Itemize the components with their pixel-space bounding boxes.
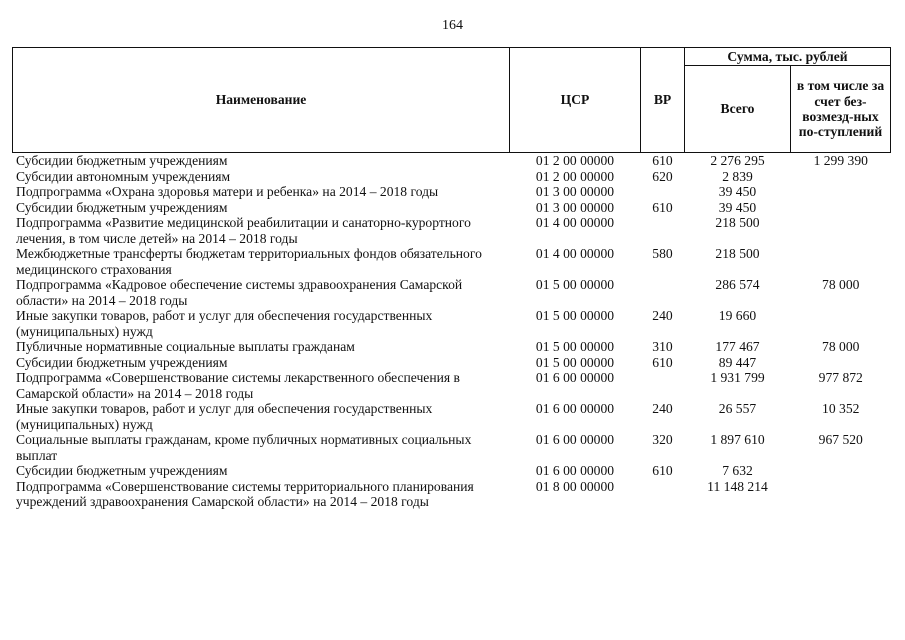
row-total-cell: 7 632 xyxy=(722,463,753,478)
row-vr-cell xyxy=(641,184,685,200)
header-name: Наименование xyxy=(13,48,510,153)
header-sum-group: Сумма, тыс. рублей xyxy=(685,48,891,66)
row-name-cell: Субсидии бюджетным учреждениям xyxy=(16,199,228,215)
row-total-cell: 1 897 610 xyxy=(710,432,765,447)
row-free-cell: 78 000 xyxy=(822,277,860,292)
row-name-cell: Подпрограмма «Совершенствование системы территориального планирования учреждений здравоохранения Самарской области» на 2014 – 2018 годы xyxy=(16,478,474,509)
row-free-cell: 1 299 390 xyxy=(813,153,868,168)
row-name-cell: Подпрограмма «Кадровое обеспечение системы здравоохранения Самарской области» на 2014 – 2018 годы xyxy=(16,277,463,308)
row-vr-cell: 320 xyxy=(652,432,673,447)
row-free-cell: 967 520 xyxy=(818,432,863,447)
row-csr-cell: 01 5 00 00000 xyxy=(535,308,615,323)
row-csr-cell: 01 3 00 00000 xyxy=(535,184,615,199)
row-csr-cell: 01 4 00 00000 xyxy=(535,246,615,261)
row-csr-cell: 01 6 00 00000 xyxy=(535,401,615,416)
row-free-cell xyxy=(791,479,891,510)
row-vr-cell: 310 xyxy=(652,339,673,354)
row-name-cell: Субсидии бюджетным учреждениям xyxy=(16,153,228,168)
row-csr-cell: 01 5 00 00000 xyxy=(535,354,615,370)
row-total-cell: 19 660 xyxy=(718,308,757,323)
row-total-cell: 218 500 xyxy=(715,246,760,261)
row-csr-cell: 01 5 00 00000 xyxy=(535,277,615,292)
row-csr-cell: 01 3 00 00000 xyxy=(535,199,615,215)
budget-table xyxy=(12,47,891,510)
table-row xyxy=(13,200,891,216)
row-free-cell xyxy=(791,355,891,371)
row-free-cell xyxy=(791,463,891,479)
row-name-cell: Субсидии автономным учреждениям xyxy=(16,168,231,184)
row-free-cell xyxy=(791,200,891,216)
row-csr-cell: 01 6 00 00000 xyxy=(535,463,615,478)
row-name-cell: Публичные нормативные социальные выплаты гражданам xyxy=(16,339,355,354)
row-name-cell: Подпрограмма «Развитие медицинской реабилитации и санаторно-курортного лечения, в том числе детей» на 2014 – 2018 годы xyxy=(16,215,471,246)
table-row xyxy=(13,355,891,371)
row-total-cell: 39 450 xyxy=(718,199,757,215)
table-row xyxy=(13,153,891,169)
row-vr-cell: 610 xyxy=(652,354,673,370)
row-total-cell: 26 557 xyxy=(718,401,757,416)
row-name-cell: Социальные выплаты гражданам, кроме публичных нормативных социальных выплат xyxy=(16,432,472,463)
row-csr-cell: 01 4 00 00000 xyxy=(535,215,615,230)
table-row xyxy=(13,215,891,246)
table-row xyxy=(13,463,891,479)
row-vr-cell: 620 xyxy=(652,168,673,184)
row-name-cell: Подпрограмма «Совершенствование системы лекарственного обеспечения в Самарской области» на 2014 – 2018 годы xyxy=(16,370,460,401)
table-row xyxy=(13,401,891,432)
row-total-cell: 2 276 295 xyxy=(710,153,765,168)
row-total-cell: 177 467 xyxy=(715,339,760,354)
table-row xyxy=(13,370,891,401)
row-csr-cell: 01 8 00 00000 xyxy=(535,478,615,494)
row-name-cell: Субсидии бюджетным учреждениям xyxy=(16,354,228,370)
row-name-cell: Иные закупки товаров, работ и услуг для обеспечения государственных (муниципальных) нужд xyxy=(16,308,433,339)
row-csr-cell: 01 2 00 00000 xyxy=(535,153,615,168)
row-total-cell: 89 447 xyxy=(718,354,757,370)
table-row xyxy=(13,184,891,200)
row-total-cell: 218 500 xyxy=(715,215,760,230)
row-vr-cell: 580 xyxy=(652,246,673,261)
header-free-receipts: в том числе за счет без-возмезд-ных по-ступлений xyxy=(791,66,891,153)
row-csr-cell: 01 6 00 00000 xyxy=(535,370,615,385)
table-row xyxy=(13,277,891,308)
table-row xyxy=(13,432,891,463)
page-number: 164 xyxy=(442,18,463,33)
row-total-cell: 2 839 xyxy=(722,168,753,184)
row-free-cell xyxy=(791,169,891,185)
header-total: Всего xyxy=(685,66,791,153)
row-total-cell: 11 148 214 xyxy=(707,478,768,494)
table-row xyxy=(13,169,891,185)
row-total-cell: 286 574 xyxy=(715,277,760,292)
row-vr-cell: 240 xyxy=(652,401,673,416)
row-total-cell: 39 450 xyxy=(718,184,757,199)
row-name-cell: Межбюджетные трансферты бюджетам территориальных фондов обязательного медицинского страхования xyxy=(16,246,482,277)
row-vr-cell xyxy=(641,277,685,308)
row-vr-cell: 240 xyxy=(652,308,673,323)
table-row xyxy=(13,479,891,510)
row-free-cell xyxy=(791,246,891,277)
row-vr-cell xyxy=(641,370,685,401)
row-vr-cell xyxy=(641,215,685,246)
table-row xyxy=(13,339,891,355)
row-free-cell xyxy=(791,308,891,339)
row-csr-cell: 01 2 00 00000 xyxy=(535,168,615,184)
row-free-cell: 10 352 xyxy=(822,401,860,416)
header-csr: ЦСР xyxy=(510,48,641,153)
row-csr-cell: 01 6 00 00000 xyxy=(535,432,615,447)
row-free-cell xyxy=(791,215,891,246)
row-free-cell: 78 000 xyxy=(822,339,860,354)
row-vr-cell: 610 xyxy=(652,463,673,478)
row-vr-cell: 610 xyxy=(652,199,673,215)
row-name-cell: Иные закупки товаров, работ и услуг для обеспечения государственных (муниципальных) нужд xyxy=(16,401,433,432)
row-free-cell: 977 872 xyxy=(818,370,863,385)
row-total-cell: 1 931 799 xyxy=(710,370,765,385)
header-vr: ВР xyxy=(641,48,685,153)
row-name-cell: Подпрограмма «Охрана здоровья матери и ребенка» на 2014 – 2018 годы xyxy=(16,184,439,199)
row-name-cell: Субсидии бюджетным учреждениям xyxy=(16,463,228,478)
row-free-cell xyxy=(791,184,891,200)
table-row xyxy=(13,246,891,277)
row-vr-cell xyxy=(641,479,685,510)
row-vr-cell: 610 xyxy=(652,153,673,168)
table-row xyxy=(13,308,891,339)
row-csr-cell: 01 5 00 00000 xyxy=(535,339,615,354)
